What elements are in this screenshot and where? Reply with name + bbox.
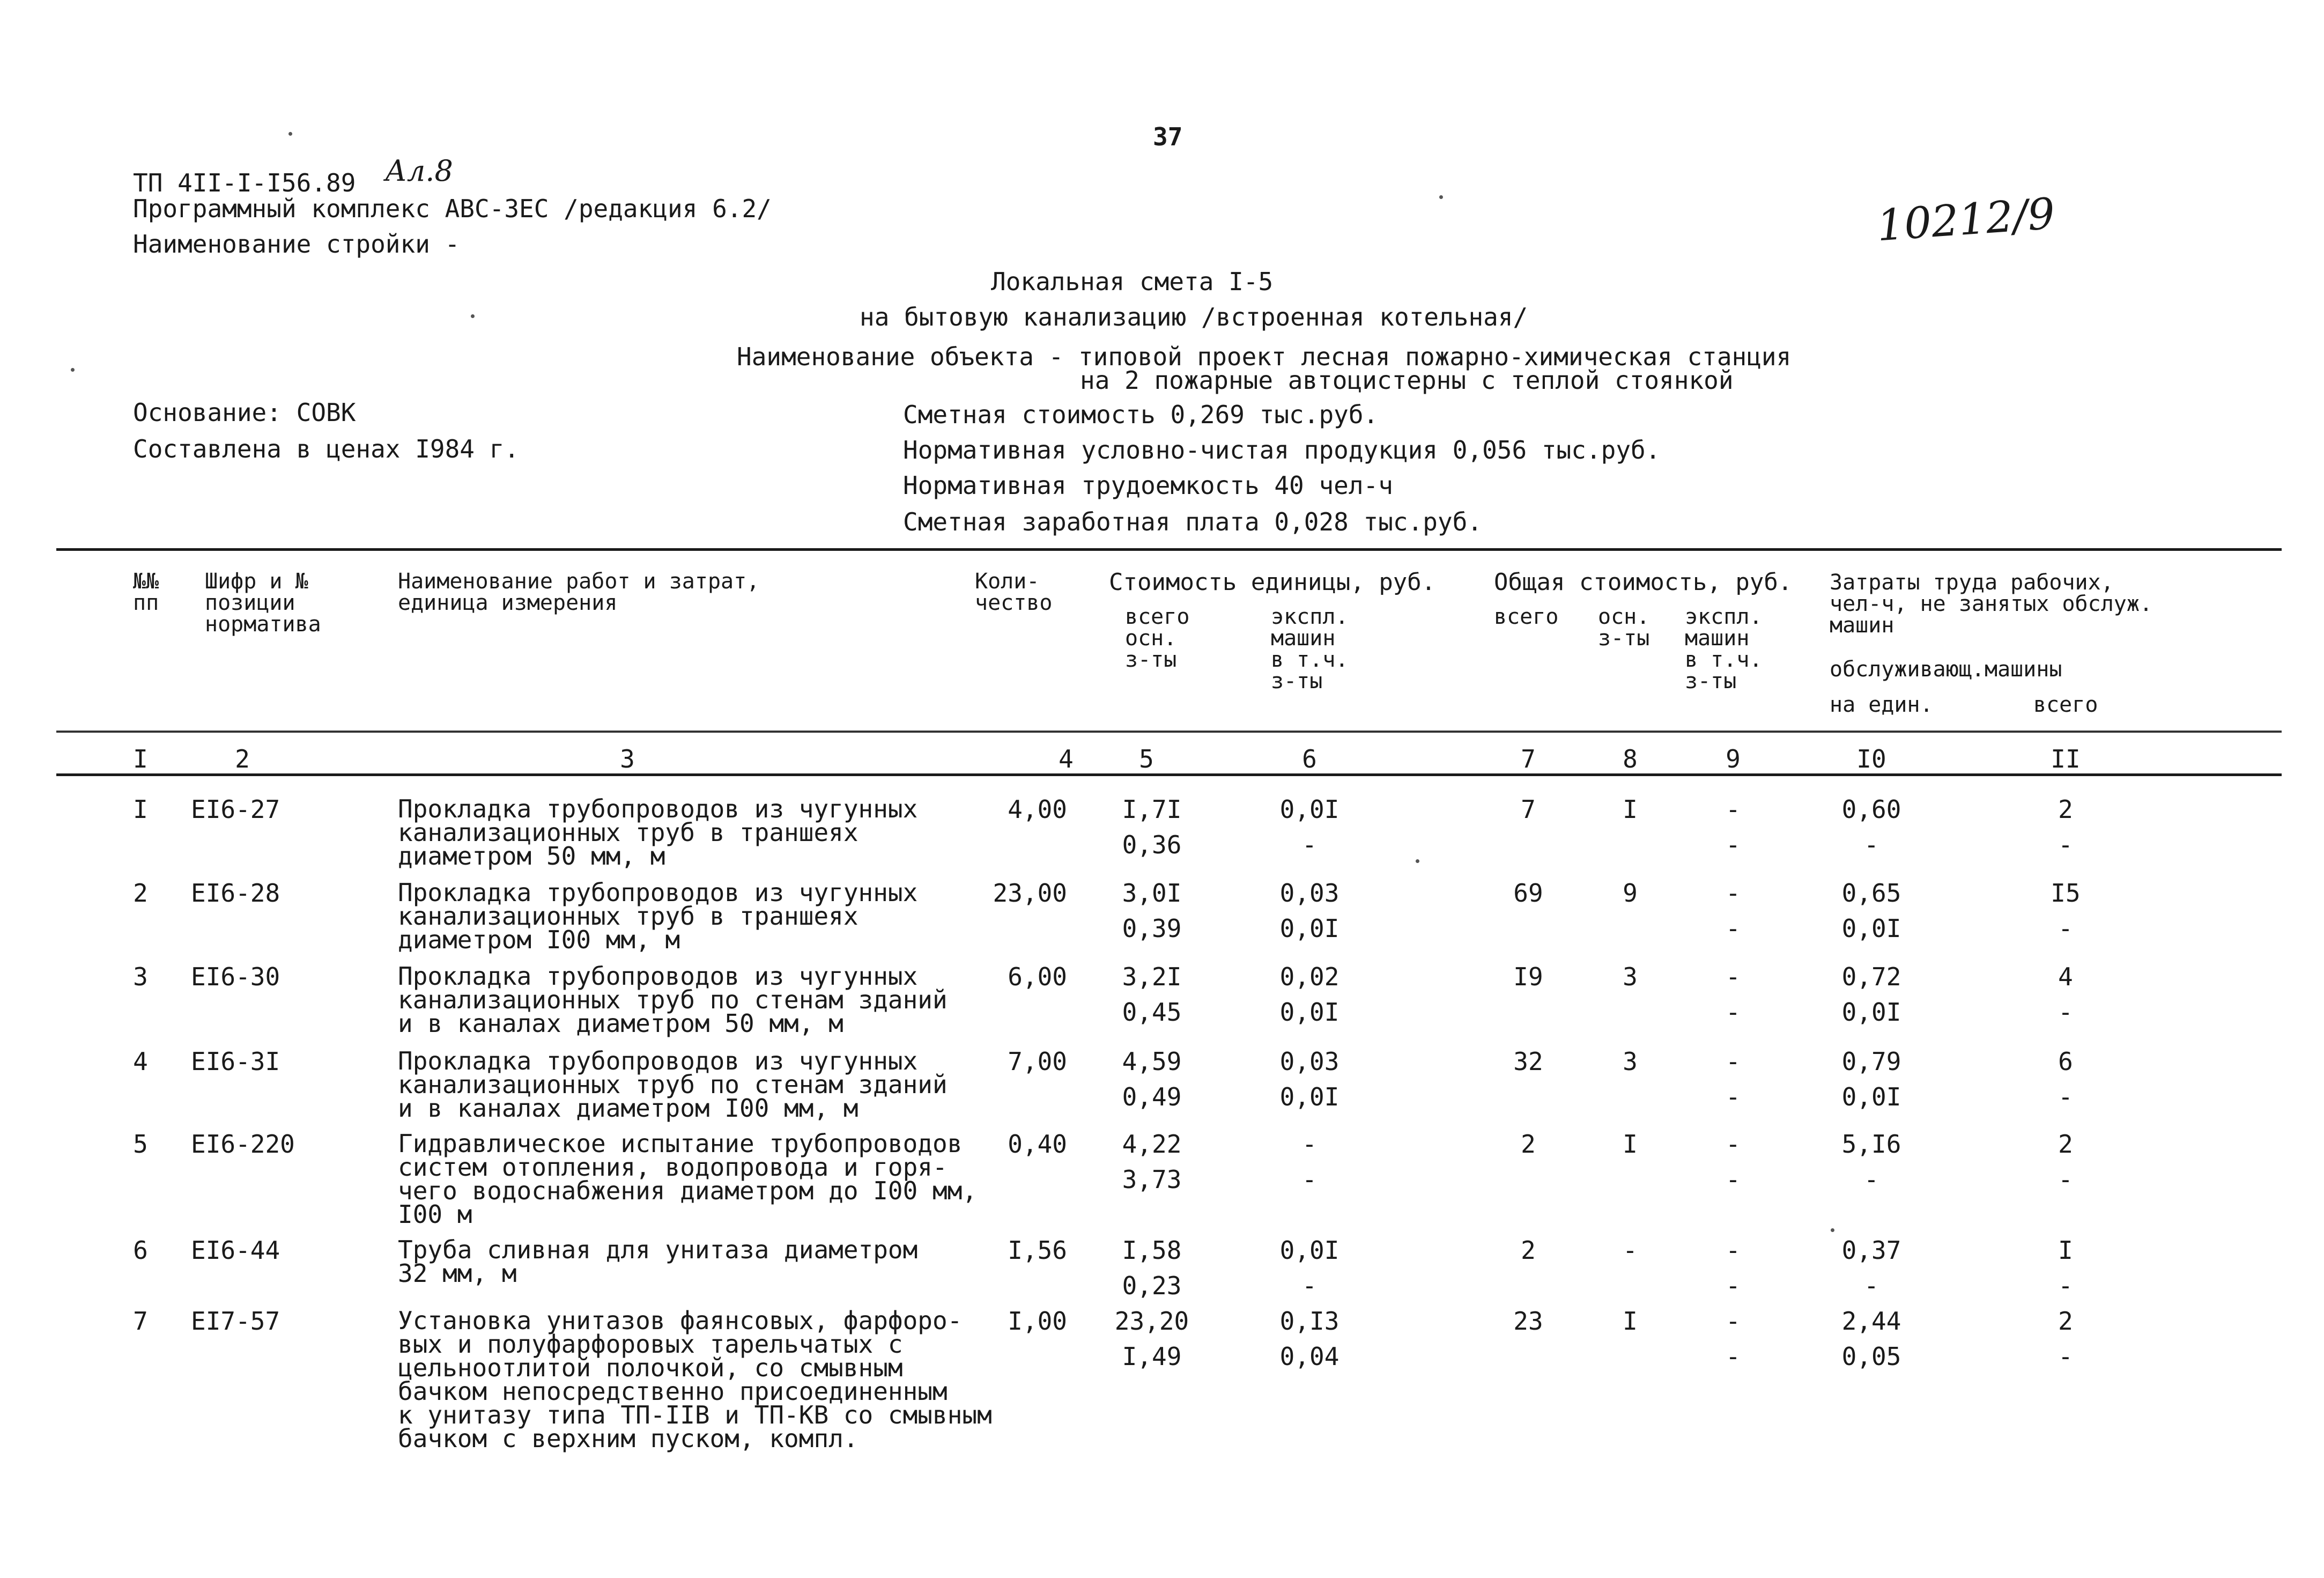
row-number: 7: [133, 1307, 148, 1336]
stamp-number: 10212/9: [1875, 188, 2057, 251]
unit-machine-wages: -: [1302, 830, 1317, 859]
basis: Основание: СОВК: [133, 398, 356, 427]
unit-cost-wages: 3,73: [1122, 1165, 1182, 1194]
norm-code: EI6-28: [191, 879, 280, 908]
unit-cost-total: 3,2I: [1122, 962, 1182, 991]
labor-per-unit: 0,79: [1841, 1047, 1901, 1076]
column-number: 8: [1623, 744, 1638, 773]
unit-cost-total: 4,59: [1122, 1047, 1182, 1076]
unit-cost-total: 23,20: [1114, 1307, 1189, 1336]
row-number: 6: [133, 1236, 148, 1265]
labor-per-unit: 0,65: [1841, 879, 1901, 908]
numbers-bottom-rule: [56, 773, 2282, 776]
row-number: I: [133, 795, 148, 824]
total-machine-wages: -: [1726, 1271, 1741, 1300]
total-machine-cost: -: [1726, 962, 1741, 991]
header-col9: экспл. машин в т.ч. з-ты: [1685, 604, 1763, 694]
header-col6: экспл. машин в т.ч. з-ты: [1271, 604, 1349, 694]
unit-machine-cost: 0,03: [1279, 1047, 1339, 1076]
header-col10: на един.: [1830, 692, 1933, 717]
labor-total-machine: -: [2058, 998, 2073, 1027]
total-wages: 9: [1623, 879, 1638, 908]
prices-year: Составлена в ценах I984 г.: [133, 434, 520, 463]
work-description: Установка унитазов фаянсовых, фарфоро- вых и полуфарфоровых тарельчатых с цельноотлитой полочкой, со смывным бачком непосредственно присоединенным к унитазу типа ТП-IIВ и ТП-КВ со смывным бачком с верхним пуском, компл.: [398, 1306, 992, 1453]
total-cost: 32: [1513, 1047, 1543, 1076]
labor-per-unit-machine: -: [1864, 830, 1879, 859]
title-line4: на 2 пожарные автоцистерны с теплой стоянкой: [1080, 366, 1734, 395]
total-machine-wages: -: [1726, 1342, 1741, 1371]
unit-cost-total: 3,0I: [1122, 879, 1182, 908]
header-col1: №№ пп: [133, 569, 159, 615]
work-description: Прокладка трубопроводов из чугунных канализационных труб в траншеях диаметром 50 мм, м: [398, 794, 918, 871]
labor-per-unit: 5,I6: [1841, 1130, 1901, 1159]
header-col11: всего: [2033, 692, 2098, 717]
work-description: Прокладка трубопроводов из чугунных канализационных труб по стенам зданий и в каналах диаметром 50 мм, м: [398, 962, 948, 1038]
header-labor-sub: обслуживающ.машины: [1830, 657, 2062, 682]
total-wages: I: [1623, 1130, 1638, 1159]
norm-code: EI6-30: [191, 962, 280, 991]
header-col2: Шифр и № позиции норматива: [205, 569, 321, 637]
row-number: 5: [133, 1130, 148, 1159]
header-bottom-rule: [56, 731, 2282, 733]
row-number: 2: [133, 879, 148, 908]
labor-total: 2: [2058, 1130, 2073, 1159]
labor-per-unit: 0,60: [1841, 795, 1901, 824]
total-machine-cost: -: [1726, 1307, 1741, 1336]
header-col3: Наименование работ и затрат, единица измерения: [398, 569, 760, 615]
labor-total: 2: [2058, 795, 2073, 824]
header-col4: Коли- чество: [975, 569, 1053, 615]
total-wages: 3: [1623, 962, 1638, 991]
summary-labor: Нормативная трудоемкость 40 чел-ч: [903, 471, 1393, 500]
scan-speck: [1831, 1228, 1834, 1232]
labor-per-unit-machine: -: [1864, 1271, 1879, 1300]
norm-code: EI6-44: [191, 1236, 280, 1265]
header-col5: всего осн. з-ты: [1125, 604, 1190, 672]
norm-code: EI6-220: [191, 1130, 295, 1159]
scan-speck: [71, 368, 75, 372]
unit-machine-wages: 0,0I: [1279, 998, 1339, 1027]
quantity: 23,00: [993, 879, 1067, 908]
quantity: I,00: [1008, 1307, 1067, 1336]
unit-machine-wages: 0,04: [1279, 1342, 1339, 1371]
title-line2: на бытовую канализацию /встроенная котельная/: [860, 303, 1528, 331]
total-cost: I9: [1513, 962, 1543, 991]
scan-speck: [1439, 195, 1443, 199]
labor-total-machine: -: [2058, 1082, 2073, 1111]
labor-total-machine: -: [2058, 1165, 2073, 1194]
quantity: 0,40: [1008, 1130, 1067, 1159]
header-col8: осн. з-ты: [1598, 604, 1650, 651]
total-wages: 3: [1623, 1047, 1638, 1076]
scan-speck: [1416, 859, 1419, 863]
labor-per-unit-machine: 0,0I: [1841, 914, 1901, 943]
column-number: 6: [1302, 744, 1317, 773]
column-number: 4: [1059, 744, 1074, 773]
total-machine-wages: -: [1726, 998, 1741, 1027]
labor-per-unit-machine: 0,0I: [1841, 998, 1901, 1027]
page-number: 37: [1153, 122, 1183, 151]
unit-machine-cost: 0,I3: [1279, 1307, 1339, 1336]
header-unit-cost: Стоимость единицы, руб.: [1109, 569, 1436, 596]
unit-cost-wages: 0,23: [1122, 1271, 1182, 1300]
total-cost: 7: [1521, 795, 1536, 824]
quantity: 6,00: [1008, 962, 1067, 991]
table-top-rule: [56, 548, 2282, 551]
quantity: 4,00: [1008, 795, 1067, 824]
unit-machine-cost: 0,0I: [1279, 795, 1339, 824]
norm-code: EI6-3I: [191, 1047, 280, 1076]
software-line: Программный комплекс АВС-ЗЕС /редакция 6.2/: [133, 194, 772, 223]
column-number: 3: [620, 744, 635, 773]
total-cost: 2: [1521, 1236, 1536, 1265]
construction-name: Наименование стройки -: [133, 230, 460, 259]
column-number: I0: [1856, 744, 1886, 773]
work-description: Гидравлическое испытание трубопроводов систем отопления, водопровода и горя- чего водоснабжения диаметром до I00 мм, I00 м: [398, 1129, 978, 1229]
work-description: Труба сливная для унитаза диаметром 32 мм, м: [398, 1235, 918, 1288]
column-number: II: [2051, 744, 2081, 773]
title-line3: Наименование объекта - типовой проект лесная пожарно-химическая станция: [737, 342, 1792, 371]
title-line1: Локальная смета I-5: [991, 267, 1274, 296]
total-cost: 2: [1521, 1130, 1536, 1159]
summary-cost: Сметная стоимость 0,269 тыс.руб.: [903, 400, 1379, 429]
unit-machine-wages: 0,0I: [1279, 1082, 1339, 1111]
header-labor-group: Затраты труда рабочих, чел-ч, не занятых обслуж. машин: [1830, 570, 2153, 638]
unit-machine-wages: 0,0I: [1279, 914, 1339, 943]
total-machine-cost: -: [1726, 1130, 1741, 1159]
total-machine-cost: -: [1726, 795, 1741, 824]
quantity: 7,00: [1008, 1047, 1067, 1076]
column-number: 5: [1139, 744, 1154, 773]
unit-machine-cost: 0,02: [1279, 962, 1339, 991]
labor-total: I5: [2051, 879, 2081, 908]
unit-cost-wages: 0,39: [1122, 914, 1182, 943]
labor-per-unit-machine: 0,05: [1841, 1342, 1901, 1371]
labor-total-machine: -: [2058, 914, 2073, 943]
unit-cost-total: I,58: [1122, 1236, 1182, 1265]
total-machine-cost: -: [1726, 1047, 1741, 1076]
scan-speck: [471, 314, 475, 318]
labor-per-unit: 0,37: [1841, 1236, 1901, 1265]
unit-cost-wages: 0,45: [1122, 998, 1182, 1027]
labor-total: I: [2058, 1236, 2073, 1265]
unit-machine-wages: -: [1302, 1271, 1317, 1300]
total-machine-wages: -: [1726, 1082, 1741, 1111]
labor-total-machine: -: [2058, 1342, 2073, 1371]
labor-total: 6: [2058, 1047, 2073, 1076]
labor-total: 2: [2058, 1307, 2073, 1336]
unit-cost-wages: I,49: [1122, 1342, 1182, 1371]
total-machine-wages: -: [1726, 914, 1741, 943]
work-description: Прокладка трубопроводов из чугунных канализационных труб по стенам зданий и в каналах диаметром I00 мм, м: [398, 1046, 948, 1123]
row-number: 4: [133, 1047, 148, 1076]
summary-product: Нормативная условно-чистая продукция 0,056 тыс.руб.: [903, 436, 1661, 464]
labor-per-unit: 0,72: [1841, 962, 1901, 991]
unit-cost-wages: 0,49: [1122, 1082, 1182, 1111]
total-machine-wages: -: [1726, 830, 1741, 859]
unit-machine-wages: -: [1302, 1165, 1317, 1194]
row-number: 3: [133, 962, 148, 991]
total-machine-cost: -: [1726, 879, 1741, 908]
unit-machine-cost: 0,03: [1279, 879, 1339, 908]
column-number: 2: [235, 744, 250, 773]
quantity: I,56: [1008, 1236, 1067, 1265]
header-total-cost: Общая стоимость, руб.: [1494, 569, 1793, 596]
total-cost: 23: [1513, 1307, 1543, 1336]
unit-cost-wages: 0,36: [1122, 830, 1182, 859]
labor-per-unit: 2,44: [1841, 1307, 1901, 1336]
column-number: I: [133, 744, 148, 773]
total-wages: I: [1623, 795, 1638, 824]
column-number: 9: [1726, 744, 1741, 773]
norm-code: EI7-57: [191, 1307, 280, 1336]
unit-cost-total: 4,22: [1122, 1130, 1182, 1159]
total-cost: 69: [1513, 879, 1543, 908]
work-description: Прокладка трубопроводов из чугунных канализационных труб в траншеях диаметром I00 мм, м: [398, 878, 918, 954]
doc-code: ТП 4II-I-I56.89: [133, 168, 356, 197]
header-col7: всего: [1494, 604, 1559, 629]
summary-wages: Сметная заработная плата 0,028 тыс.руб.: [903, 507, 1483, 536]
unit-cost-total: I,7I: [1122, 795, 1182, 824]
column-number: 7: [1521, 744, 1536, 773]
labor-per-unit-machine: 0,0I: [1841, 1082, 1901, 1111]
labor-total-machine: -: [2058, 830, 2073, 859]
labor-total: 4: [2058, 962, 2073, 991]
total-machine-wages: -: [1726, 1165, 1741, 1194]
unit-machine-cost: 0,0I: [1279, 1236, 1339, 1265]
total-wages: I: [1623, 1307, 1638, 1336]
total-wages: -: [1623, 1236, 1638, 1265]
unit-machine-cost: -: [1302, 1130, 1317, 1159]
total-machine-cost: -: [1726, 1236, 1741, 1265]
labor-per-unit-machine: -: [1864, 1165, 1879, 1194]
handwritten-annotation: Ал.8: [385, 154, 453, 188]
labor-total-machine: -: [2058, 1271, 2073, 1300]
scan-speck: [288, 132, 292, 136]
norm-code: EI6-27: [191, 795, 280, 824]
